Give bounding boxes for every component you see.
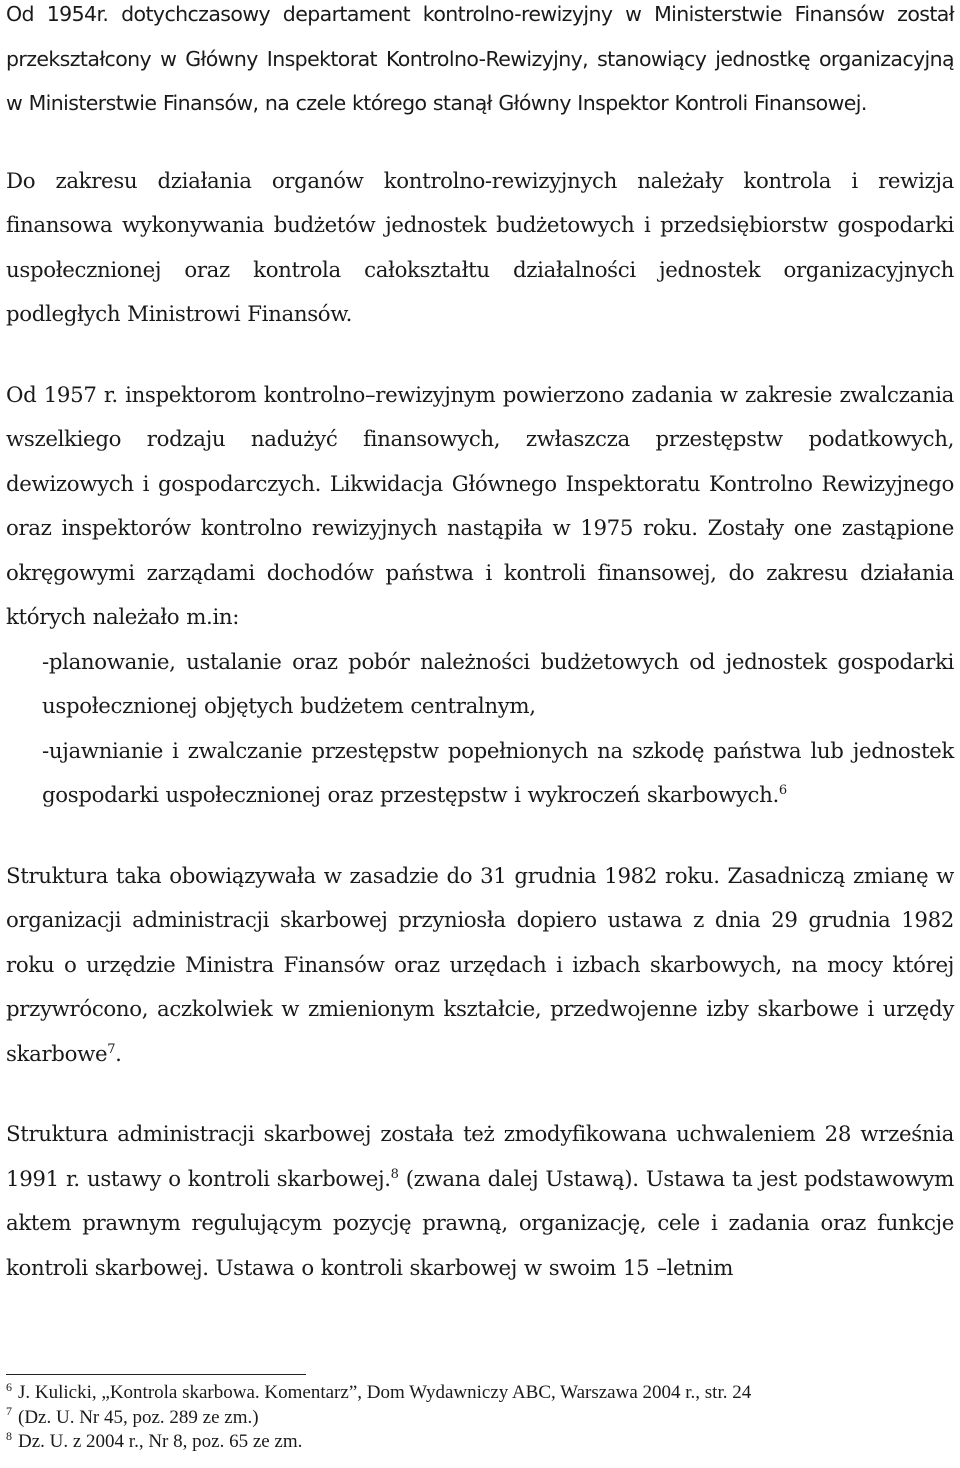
paragraph-1: Od 1954r. dotychczasowy departament kontrolno-rewizyjny w Ministerstwie Finansów został przekształcony w Główny Inspektorat Kontrolno-Rewizyjny, stanowiący jednostkę organizacyjną w Ministerstwie Finansów, na czele którego stanął Główny Inspektor Kontroli Finansowej. (6, 2, 954, 115)
paragraph-3: Od 1957 r. inspektorom kontrolno–rewizyjnym powierzono zadania w zakresie zwalczania wszelkiego rodzaju nadużyć finansowych, zwłaszcza przestępstw podatkowych, dewizowych i gospodarczych. Likwidacja Głównego Inspektoratu Kontrolno Rewizyjnego oraz inspektorów kontrolno rewizyjnych nastąpiła w 1975 roku. Zostały one zastąpione okręgowymi zarządami dochodów państwa i kontroli finansowej, do zakresu działania których należało m.in: (6, 382, 954, 630)
footnote-ref-8: 8 (390, 1166, 399, 1182)
footnotes (6, 1381, 946, 1455)
footnote-6 (6, 1381, 946, 1406)
footnote-separator (6, 1374, 306, 1375)
footnote-ref-7: 7 (107, 1041, 116, 1057)
paragraph-4-end: . (115, 1041, 122, 1067)
footnote-text: (Dz. U. Nr 45, poz. 289 ze zm.) (18, 1406, 259, 1428)
footnote-number: 7 (6, 1404, 12, 1419)
footnote-text: Dz. U. z 2004 r., Nr 8, poz. 65 ze zm. (18, 1431, 303, 1452)
footnote-text: J. Kulicki, „Kontrola skarbowa. Komentarz”, Dom Wydawniczy ABC, Warszawa 2004 r., str. 24 (18, 1382, 752, 1403)
paragraph-2: Do zakresu działania organów kontrolno-rewizyjnych należały kontrola i rewizja finansowa wykonywania budżetów jednostek budżetowych i przedsiębiorstw gospodarki uspołecznionej oraz kontrola całokształtu działalności jednostek organizacyjnych podległych Ministrowi Finansów. (6, 168, 954, 327)
footnote-ref-6: 6 (778, 782, 787, 798)
document-body (6, 0, 954, 1291)
list-item-2-text: -ujawnianie i zwalczanie przestępstw popełnionych na szkodę państwa lub jednostek gospodarki uspołecznionej oraz przestępstw i wykroczeń skarbowych. (42, 738, 954, 808)
list-item-1: -planowanie, ustalanie oraz pobór należności budżetowych od jednostek gospodarki uspołecznionej objętych budżetem centralnym, (42, 649, 954, 719)
paragraph-5 (6, 1113, 954, 1291)
footnote-8 (6, 1430, 946, 1455)
footnote-number: 8 (6, 1428, 12, 1443)
list-item-2 (6, 730, 954, 819)
footnote-7 (6, 1406, 946, 1431)
footnote-number: 6 (6, 1379, 12, 1394)
paragraph-4 (6, 855, 954, 1078)
paragraph-5-text-a: Struktura administracji skarbowej została też zmodyfikowana uchwaleniem 28 września 1991 r. ustawy o kontroli skarbowej. (6, 1122, 954, 1192)
paragraph-4-text: Struktura taka obowiązywała w zasadzie do 31 grudnia 1982 roku. Zasadniczą zmianę w organizacji administracji skarbowej przyniosła dopiero ustawa z dnia 29 grudnia 1982 roku o urzędzie Ministra Finansów oraz urzędach i izbach skarbowych, na mocy której przywrócono, aczkolwiek w zmienionym kształcie, przedwojenne izby skarbowe i urzędy skarbowe (6, 863, 954, 1067)
paragraph-5-text-b: (zwana dalej Ustawą). Ustawa ta jest podstawowym aktem prawnym regulującym pozycję prawną, organizację, cele i zadania oraz funkcje kontroli skarbowej. Ustawa o kontroli skarbowej w swoim 15 –letnim (6, 1166, 954, 1281)
